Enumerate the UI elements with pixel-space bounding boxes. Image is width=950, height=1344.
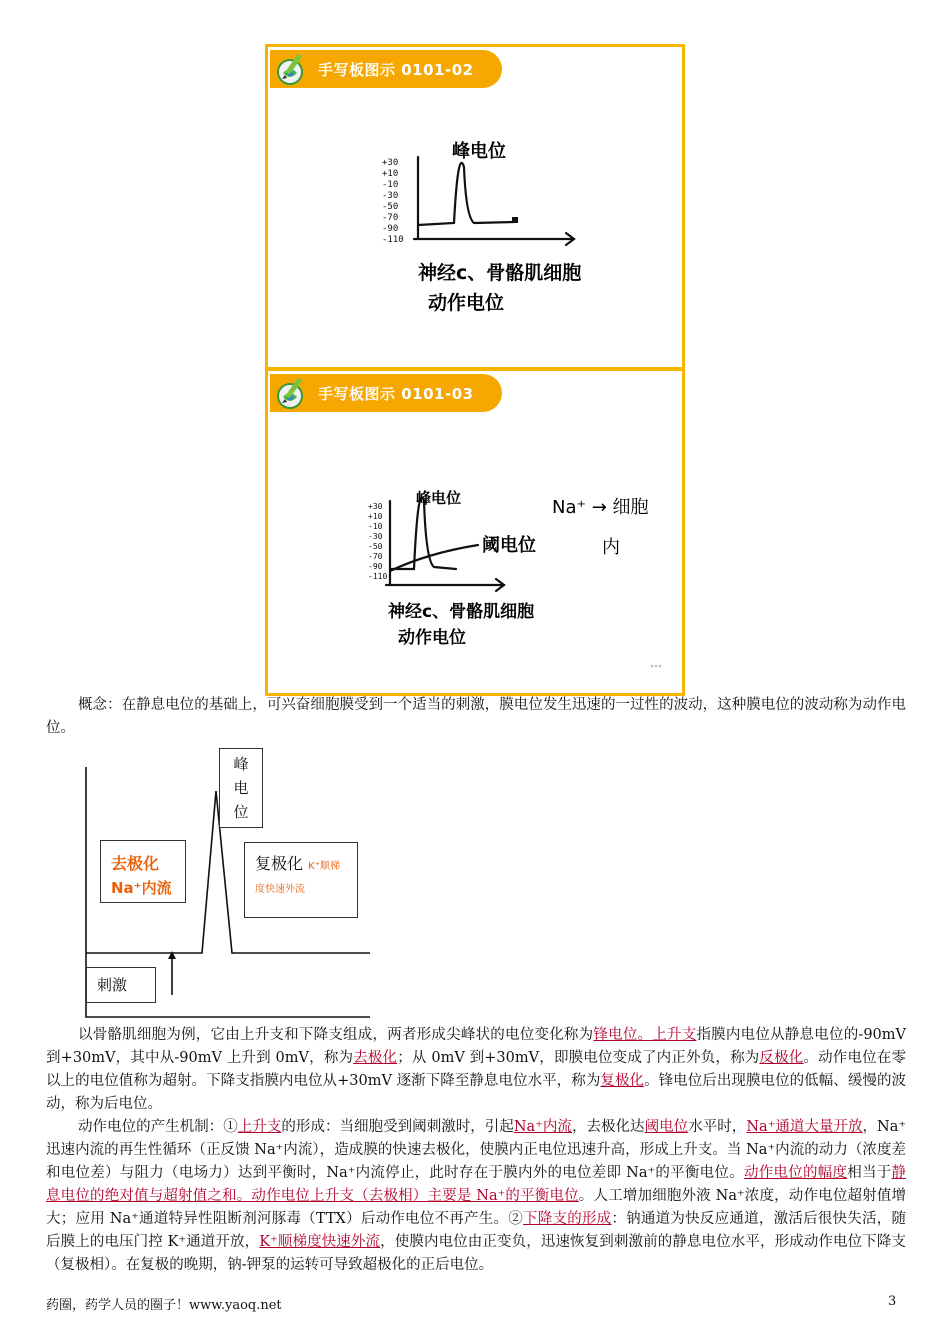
page-number: 3 (888, 1294, 897, 1309)
tick-label: +10 (368, 512, 383, 521)
underlined-term: 复极化 (600, 1073, 645, 1089)
note-line-2: 内 (602, 537, 620, 558)
underlined-term: 阈电位 (644, 1119, 689, 1135)
underlined-term: 动作电位的幅度 (743, 1165, 848, 1181)
caption-line-1: 神经c、骨骼肌细胞 (418, 262, 582, 284)
stimulus-box: 刺激 (86, 967, 156, 1003)
panel-title: 手写板图示 0101-03 (318, 384, 474, 403)
caption-line-1: 神经c、骨骼肌细胞 (388, 602, 535, 622)
note-line-1: Na⁺ → 细胞 (552, 497, 649, 518)
underlined-term: Na⁺内流 (513, 1119, 572, 1135)
caption-line-2: 动作电位 (398, 628, 466, 648)
paragraph-spike: 以骨骼肌细胞为例，它由上升支和下降支组成，两者形成尖峰状的电位变化称为锋电位。上升支指膜内电位从静息电位的-90mV 到+30mV，其中从-90mV 上升到 0mV，称为去极化；从 0mV 到+30mV，即膜电位变成了内正外负，称为反极化。动作电位在零以上的电位值称为超射。下降支指膜内电位从+30mV 逐渐下降至静息电位水平，称为复极化。锋电位后出现膜电位的低幅、缓慢的波动，称为后电位。 (46, 1027, 907, 1112)
repolarization-box: 复极化 K⁺顺梯 度快速外流 (244, 842, 358, 918)
tick-label: -70 (382, 213, 399, 223)
underlined-term: 锋电位。上升支 (593, 1027, 697, 1043)
handwritten-graph (268, 47, 682, 367)
action-potential-diagram (80, 745, 375, 1025)
underlined-term: K⁺顺梯度快速外流 (259, 1234, 381, 1250)
tick-label: -70 (368, 552, 383, 561)
depolarization-box: 去极化 Na⁺内流 (100, 840, 186, 903)
footer-site-text: 药圈，药学人员的圈子！www.yaoq.net (46, 1298, 282, 1313)
threshold-label: 阈电位 (482, 535, 536, 556)
underlined-term: 去极化 (353, 1050, 398, 1066)
tick-label: -110 (368, 572, 388, 581)
tick-label: +30 (382, 158, 399, 168)
concept-text: 概念：在静息电位的基础上，可兴奋细胞膜受到一个适当的刺激，膜电位发生迅速的一过性的波动，这种膜电位的波动称为动作电位。 (46, 697, 906, 736)
tick-label: -90 (382, 224, 399, 234)
tick-label: +10 (382, 169, 399, 179)
concept-paragraph (46, 694, 906, 740)
caption-line-2: 动作电位 (428, 292, 505, 314)
page-dots (651, 665, 662, 668)
tick-label: -30 (382, 191, 399, 201)
handwriting-panel-2 (265, 368, 685, 696)
tick-label: -110 (382, 235, 404, 245)
underlined-term: Na⁺通道大量开放 (746, 1119, 863, 1135)
tick-label: -50 (382, 202, 399, 212)
tick-label: +30 (368, 502, 383, 511)
handwritten-graph (268, 371, 682, 693)
peak-box: 峰 电 位 (219, 748, 263, 828)
tick-label: -10 (382, 180, 399, 190)
underlined-term: 下降支的形成 (522, 1211, 612, 1227)
tick-label: -30 (368, 532, 383, 541)
underlined-term: 上升支 (237, 1119, 282, 1135)
underlined-term: 静息电位的绝对值与超射值之和。动作电位上升支（去极相）主要是 Na⁺的平衡电位 (46, 1165, 907, 1204)
peak-label: 峰电位 (416, 489, 462, 507)
tick-label: -90 (368, 562, 383, 571)
tick-label: -50 (368, 542, 383, 551)
peak-label: 峰电位 (452, 141, 506, 162)
paragraph-mechanism: 动作电位的产生机制：①上升支的形成：当细胞受到阈刺激时，引起Na⁺内流，去极化达阈电位水平时，Na⁺通道大量开放，Na⁺迅速内流的再生性循环（正反馈 Na⁺内流），造成膜的快速去极化，使膜内正电位迅速升高，形成上升支。当 Na⁺内流的动力（浓度差和电位差）与阻力（电场力）达到平衡时，Na⁺内流停止，此时存在于膜内外的电位差即 Na⁺的平衡电位。动作电位的幅度相当于静息电位的绝对值与超射值之和。动作电位上升支（去极相）主要是 Na⁺的平衡电位。人工增加细胞外液 Na⁺浓度，动作电位超射值增大；应用 Na⁺通道特异性阻断剂河豚毒（TTX）后动作电位不再产生。②下降支的形成：钠通道为快反应通道，激活后很快失活，随后膜上的电压门控 K⁺通道开放，K⁺顺梯度快速外流，使膜内电位由正变负，迅速恢复到刺激前的静息电位水平，形成动作电位下降支（复极相）。在复极的晚期，钠-钾泵的运转可导致超极化的正后电位。 (46, 1119, 907, 1273)
handwriting-panel-1 (265, 44, 685, 370)
panel-title: 手写板图示 0101-02 (318, 60, 474, 79)
tick-label: -10 (368, 522, 383, 531)
underlined-term: 反极化 (759, 1050, 804, 1066)
